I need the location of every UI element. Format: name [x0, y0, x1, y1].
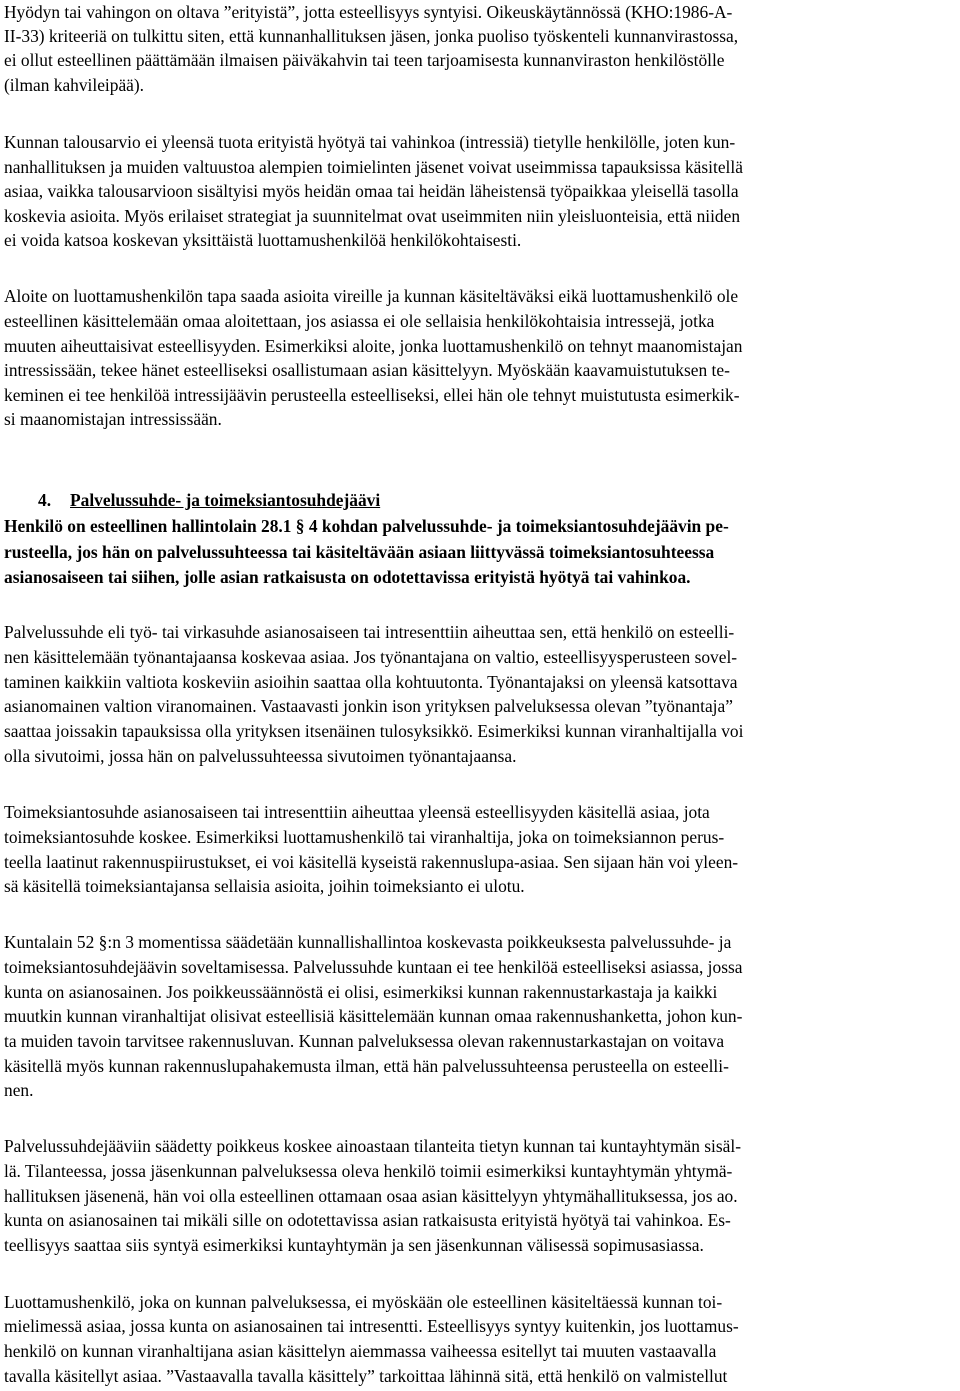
paragraph-line: keminen ei tee henkilöä intressijäävin perusteella esteelliseksi, ellei hän ole tehnyt muistutusta esimerkik- — [4, 385, 740, 405]
paragraph-line: olla sivutoimi, jossa hän on palvelussuhteessa sivutoimen työnantajaansa. — [4, 746, 517, 766]
paragraph-line: Hyödyn tai vahingon on oltava ”erityistä”, jotta esteellisyys syntyisi. Oikeuskäytännössä (KHO:1986-A- — [4, 2, 733, 22]
paragraph-line: Aloite on luottamushenkilön tapa saada asioita vireille ja kunnan käsiteltäväksi eikä luottamushenkilö ole — [4, 286, 739, 306]
paragraph-line: teella laatinut rakennuspiirustukset, ei voi käsitellä kyseistä rakennuslupa-asiaa. Sen sijaan hän voi yleen- — [4, 852, 739, 872]
paragraph-line: käsitellä myös kunnan rakennuslupahakemusta ilman, että hän palvelussuhteensa perusteella on esteelli- — [4, 1056, 729, 1076]
paragraph-line: sä käsitellä toimeksiantajansa sellaisia asioita, joihin toimeksianto ei ulotu. — [4, 876, 525, 896]
paragraph-line: asiaa, vaikka talousarvioon sisältyisi myös heidän omaa tai heidän läheistensä työpaikkaa yleisellä tasolla — [4, 181, 739, 201]
paragraph-line: Henkilö on esteellinen hallintolain 28.1 § 4 kohdan palvelussuhde- ja toimeksiantosuhdejäävin pe- — [4, 516, 729, 536]
paragraph-line: nen. — [4, 1080, 34, 1100]
paragraph-line: koskevia asioita. Myös erilaiset strategiat ja suunnitelmat ovat useimmiten niin yleisluonteisia, että niiden — [4, 206, 741, 226]
paragraph-line: ei ollut esteellinen päättämään ilmaisen päiväkahvin tai teen tarjoamisesta kunnanviraston henkilöstölle — [4, 50, 725, 70]
paragraph-line: teellisyys saattaa siis syntyä esimerkiksi kuntayhtymän ja sen jäsenkunnan välisessä sopimusasiassa. — [4, 1235, 704, 1255]
paragraph-line: Kuntalain 52 §:n 3 momentissa säädetään kunnallishallintoa koskevasta poikkeuksesta palvelussuhde- ja — [4, 932, 732, 952]
paragraph-line: saattaa joissakin tapauksissa olla yrityksen itsenäinen tulosyksikkö. Esimerkiksi kunnan viranhaltijalla voi — [4, 721, 744, 741]
paragraph-line: Luottamushenkilö, joka on kunnan palveluksessa, ei myöskään ole esteellinen käsiteltäessä kunnan toi- — [4, 1292, 723, 1312]
paragraph-line: asianomainen valtion viranomainen. Vastaavasti jonkin ison yrityksen palveluksessa olevan ”työnantaja” — [4, 696, 733, 716]
paragraph-line: taminen kaikkiin valtiota koskeviin asioihin saattaa olla kohtuutonta. Työnantajaksi on yleensä katsottava — [4, 672, 738, 692]
paragraph-line: esteellinen käsittelemään omaa aloitettaan, jos asiassa ei ole sellaisia henkilökohtaisia intressejä, jotka — [4, 311, 715, 331]
paragraph-line: hallituksen jäsenenä, hän voi olla esteellinen ottamaan osaa asian käsittelyyn yhtymähallituksessa, jos ao. — [4, 1186, 738, 1206]
paragraph-line: nanhallituksen ja muiden valtuustoa alempien toimielinten jäsenet voivat useimmissa tapauksissa käsitellä — [4, 157, 743, 177]
paragraph-line: muuten aiheuttaisivat esteellisyyden. Esimerkiksi aloite, jonka luottamushenkilö on tehnyt maanomistajan — [4, 336, 743, 356]
section-title: Palvelussuhde- ja toimeksiantosuhdejäävi — [70, 490, 381, 510]
paragraph-line: toimeksiantosuhdejäävin soveltamisessa. Palvelussuhde kuntaan ei tee henkilöä esteelliseksi asiassa, jossa — [4, 957, 743, 977]
paragraph-line: Palvelussuhdejääviin säädetty poikkeus koskee ainoastaan tilanteita tietyn kunnan tai kuntayhtymän sisäl- — [4, 1136, 741, 1156]
paragraph-line: tavalla käsitellyt asiaa. ”Vastaavalla tavalla käsittely” tarkoittaa lähinnä sitä, että henkilö on valmistellut — [4, 1366, 728, 1386]
paragraph-line: Kunnan talousarvio ei yleensä tuota erityistä hyötyä tai vahinkoa (intressiä) tietylle henkilölle, joten kun- — [4, 132, 736, 152]
paragraph-line: toimeksiantosuhde koskee. Esimerkiksi luottamushenkilö tai viranhaltija, joka on toimeksiannon perus- — [4, 827, 725, 847]
paragraph-line: ta muiden tavoin tarvitsee rakennusluvan. Kunnan palveluksessa olevan rakennustarkastajan on voitava — [4, 1031, 725, 1051]
paragraph-line: muutkin kunnan viranhaltijat olisivat esteellisiä käsittelemään kunnan omaa rakennushanketta, johon kun- — [4, 1006, 743, 1026]
paragraph-line: si maanomistajan intressissään. — [4, 409, 222, 429]
paragraph-line: nen käsittelemään työnantajaansa koskevaa asiaa. Jos työnantajana on valtio, esteellisyysperusteen sovel- — [4, 647, 738, 667]
paragraph-line: kunta on asianosainen. Jos poikkeussäännöstä ei olisi, esimerkiksi kunnan rakennustarkastaja ja kaikki — [4, 982, 718, 1002]
paragraph-line: ei voida katsoa koskevan yksittäistä luottamushenkilöä henkilökohtaisesti. — [4, 230, 522, 250]
paragraph-line: rusteella, jos hän on palvelussuhteessa tai käsiteltävään asiaan liittyvässä toimeksiantosuhteessa — [4, 542, 715, 562]
paragraph-line: asianosaiseen tai siihen, jolle asian ratkaisusta on odotettavissa erityistä hyötyä tai vahinkoa. — [4, 567, 691, 587]
paragraph-line: (ilman kahvileipää). — [4, 75, 145, 95]
paragraph-line: lä. Tilanteessa, jossa jäsenkunnan palveluksessa oleva henkilö toimii esimerkiksi kuntayhtymän yhtymä- — [4, 1161, 733, 1181]
paragraph-line: henkilö on kunnan viranhaltijana asian käsittelyn aiemmassa vaiheessa esitellyt tai muuten vastaavalla — [4, 1341, 717, 1361]
paragraph-line: intressissään, tekee hänet esteelliseksi osallistumaan asian käsittelyyn. Myöskään kaavamuistutuksen te- — [4, 360, 730, 380]
paragraph-line: Toimeksiantosuhde asianosaiseen tai intresenttiin aiheuttaa yleensä esteellisyyden käsitellä asiaa, jota — [4, 802, 710, 822]
paragraph-line: kunta on asianosainen tai mikäli sille on odotettavissa asian ratkaisusta erityistä hyötyä tai vahinkoa. Es- — [4, 1210, 731, 1230]
paragraph-line: mielimessä asiaa, jossa kunta on asianosainen tai intresentti. Esteellisyys syntyy kuitenkin, jos luottamus- — [4, 1316, 739, 1336]
paragraph-line: II-33) kriteeriä on tulkittu siten, että kunnanhallituksen jäsen, jonka puoliso työskenteli kunnanvirastossa, — [4, 26, 739, 46]
section-number: 4. — [38, 490, 52, 510]
paragraph-line: Palvelussuhde eli työ- tai virkasuhde asianosaiseen tai intresenttiin aiheuttaa sen, että henkilö on esteelli- — [4, 622, 735, 642]
